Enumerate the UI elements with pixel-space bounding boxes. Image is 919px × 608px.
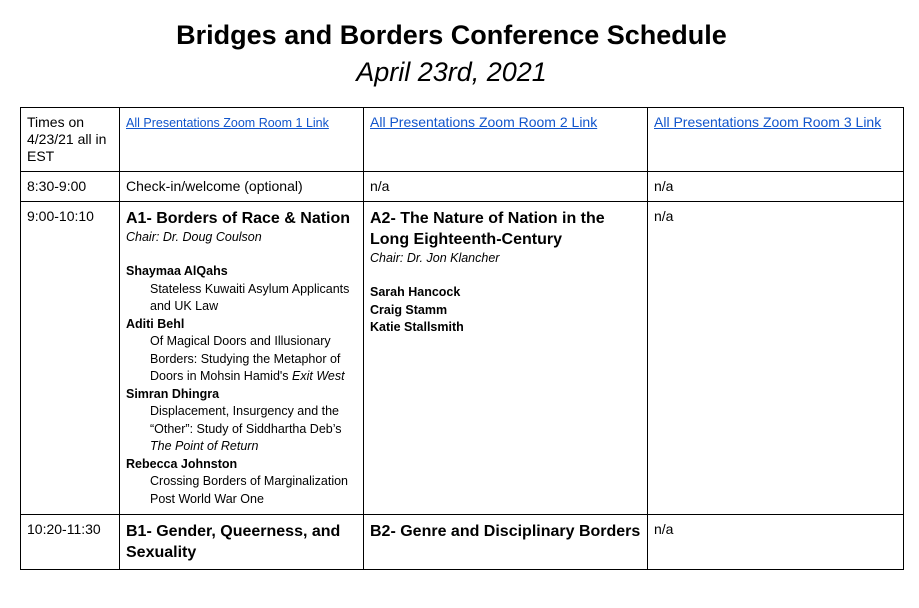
time-cell	[21, 202, 120, 515]
room3-cell	[648, 202, 904, 515]
table-row	[21, 172, 904, 202]
session-chair: Chair: Dr. Jon Klancher	[370, 251, 500, 265]
room2-cell	[364, 202, 648, 515]
session-chair: Chair: Dr. Doug Coulson	[126, 230, 262, 244]
room3-cell	[648, 172, 904, 202]
room1-header-cell	[120, 108, 364, 172]
room2-header-cell	[364, 108, 648, 172]
presenter-name: Aditi Behl	[126, 316, 185, 331]
table-header-row	[21, 108, 904, 172]
schedule-table	[20, 107, 904, 570]
session-title: B1- Gender, Queerness, and Sexuality	[126, 523, 341, 561]
paper-title-italic: The Point of Return	[150, 439, 259, 453]
presenter-name: Katie Stallsmith	[370, 320, 464, 334]
room1-entry: Check-in/welcome (optional)	[126, 178, 303, 194]
room3-cell	[648, 515, 904, 570]
presenter-name: Shaymaa AlQahs	[126, 264, 228, 278]
paper-title	[126, 403, 357, 456]
room3-entry: n/a	[654, 208, 674, 224]
room1-cell	[120, 515, 364, 570]
zoom-room-3-link[interactable]: All Presentations Zoom Room 3 Link	[654, 114, 882, 130]
session-title: A1- Borders of Race & Nation	[126, 210, 351, 227]
room3-entry: n/a	[654, 521, 674, 537]
time-slot: 9:00-10:10	[27, 208, 94, 224]
table-row	[21, 202, 904, 515]
presenter-name: Craig Stamm	[370, 302, 448, 317]
zoom-room-1-link[interactable]: All Presentations Zoom Room 1 Link	[126, 116, 329, 130]
paper-title	[126, 333, 357, 386]
times-header-label: Times on 4/23/21 all in EST	[27, 114, 107, 164]
document-title: Bridges and Borders Conference Schedule	[176, 20, 727, 50]
paper-title-text: Displacement, Insurgency and the “Other”: Study of Siddhartha Deb’s	[150, 404, 342, 436]
zoom-room-2-link[interactable]: All Presentations Zoom Room 2 Link	[370, 114, 598, 130]
paper-title: Stateless Kuwaiti Asylum Applicants and UK Law	[150, 281, 350, 313]
time-slot: 10:20-11:30	[27, 521, 101, 537]
time-cell	[21, 515, 120, 570]
table-row	[21, 515, 904, 570]
room3-entry: n/a	[654, 178, 674, 194]
document-date: April 23rd, 2021	[356, 57, 547, 87]
presenter-name: Sarah Hancock	[370, 285, 461, 299]
session-title: B2- Genre and Disciplinary Borders	[370, 523, 641, 540]
time-cell	[21, 172, 120, 202]
session-title: A2- The Nature of Nation in the Long Eighteenth-Century	[370, 210, 605, 248]
room2-cell	[364, 515, 648, 570]
room2-cell	[364, 172, 648, 202]
times-header-cell	[21, 108, 120, 172]
paper-title-text: Of Magical Doors and Illusionary Borders: Studying the Metaphor of Doors in Mohsin Hamid's	[150, 334, 341, 383]
presenter-name: Simran Dhingra	[126, 386, 220, 401]
presenter-name: Rebecca Johnston	[126, 456, 238, 471]
paper-title: Crossing Borders of Marginalization Post World War One	[150, 474, 349, 506]
room1-cell	[120, 202, 364, 515]
room1-cell	[120, 172, 364, 202]
time-slot: 8:30-9:00	[27, 178, 87, 194]
room2-entry: n/a	[370, 178, 390, 194]
room3-header-cell	[648, 108, 904, 172]
paper-title-italic: Exit West	[292, 369, 345, 383]
